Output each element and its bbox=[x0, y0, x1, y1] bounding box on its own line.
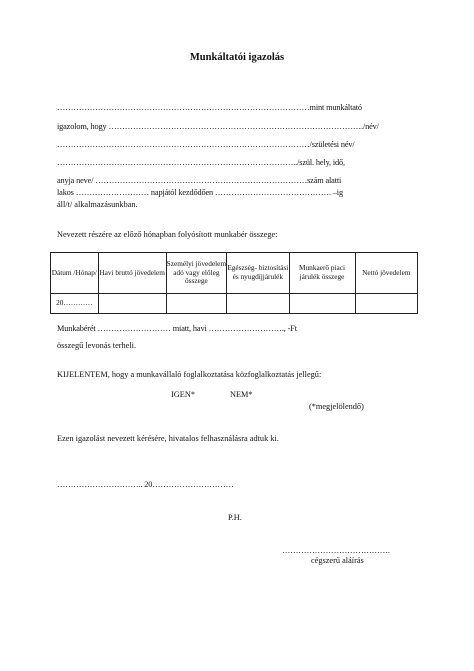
document-title: Munkáltatói igazolás bbox=[189, 52, 285, 63]
declaration-text: KIJELENTEM, hogy a munkavállaló foglalkoztatása közfoglalkoztatás jellegű: bbox=[57, 370, 322, 379]
header-net-income: Nettó jövedelem bbox=[355, 253, 417, 294]
table-header-row bbox=[51, 253, 418, 294]
deduction-line-2: összegű levonás terheli. bbox=[57, 341, 137, 350]
signature-label: cégszerű aláírás bbox=[311, 556, 364, 565]
date-line: ………………………….. 20………………………… bbox=[57, 480, 234, 489]
cell-income-tax bbox=[166, 294, 227, 314]
purpose-text: Ezen igazolást nevezett kérésére, hivatalos felhasználásra adtuk ki. bbox=[57, 434, 279, 443]
cell-gross-income bbox=[98, 294, 166, 314]
signature-line: …………………………………. bbox=[282, 546, 390, 555]
cell-labor-market-contribution bbox=[289, 294, 355, 314]
deduction-line: Munkabérét ……………………… miatt, havi ………………………., -Ft bbox=[57, 324, 297, 333]
header-labor-market-contribution: Munkaerő piaci járulék összege bbox=[289, 253, 355, 294]
intro-line-mother-name: anyja neve/ ……………………………………………………………………szám alatti bbox=[57, 176, 342, 185]
cell-net-income bbox=[355, 294, 417, 314]
table-row bbox=[51, 294, 418, 314]
stamp-label: P.H. bbox=[228, 513, 242, 522]
header-health-pension: Egészség- biztosítási és nyugdíjjárulék bbox=[227, 253, 289, 294]
header-date: Dátum /Hónap/ bbox=[51, 253, 99, 294]
intro-line-employment: áll/t/ alkalmazásunkban. bbox=[57, 200, 138, 209]
option-yes: IGEN* bbox=[171, 390, 195, 399]
option-no: NEM* bbox=[230, 390, 253, 399]
intro-line-birth-name: …………………………………………………………………………………/születési név/ bbox=[57, 140, 355, 149]
cell-date: 20………… bbox=[51, 294, 99, 314]
intro-line-birth-place: ……………………………………………………………………………../szül. hely, idő, bbox=[57, 158, 345, 167]
intro-line-name: igazolom, hogy …………………………………………………………………………………./név/ bbox=[57, 122, 379, 131]
cell-health-pension bbox=[227, 294, 289, 314]
intro-line-employer: …………………………………………………………………………………mint munkáltató bbox=[57, 103, 362, 112]
header-gross-income: Havi bruttó jövedelem bbox=[98, 253, 166, 294]
table-intro-text: Nevezett részére az előző hónapban folyósított munkabér összege: bbox=[57, 230, 278, 239]
header-income-tax: Személyi jövedelem adó vagy előleg összege bbox=[166, 253, 227, 294]
intro-line-address-period: lakos ……………………… napjától kezdődően ……………………………………. –ig bbox=[57, 188, 343, 197]
option-note: (*megjelölendő) bbox=[309, 402, 364, 411]
salary-table bbox=[50, 252, 418, 314]
